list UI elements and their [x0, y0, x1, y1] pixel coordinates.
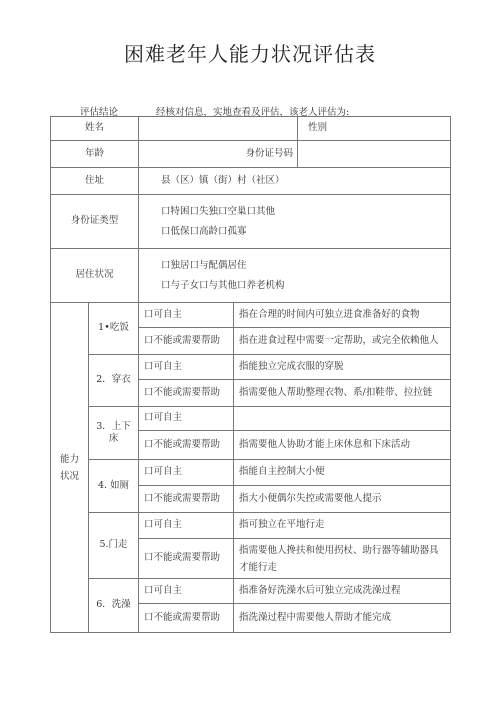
ability-description: 指能独立完成衣服的穿脱	[234, 355, 451, 380]
id-type-option[interactable]: 口特困口失独口空巢口其他	[161, 205, 276, 217]
id-type-options[interactable]	[139, 195, 451, 249]
address-value[interactable]: 县（区）镇（街）村（社区）	[139, 168, 451, 195]
ability-item-name: 2．穿衣	[89, 355, 139, 407]
assessment-table	[50, 116, 451, 633]
living-status-option[interactable]: 口与子女口与其他口养老机构	[161, 279, 285, 291]
ability-description	[234, 407, 451, 431]
gender-label: 性别	[298, 117, 451, 141]
ability-option[interactable]: 口可自主	[139, 303, 234, 328]
address-label: 住址	[51, 168, 139, 195]
ability-option[interactable]: 口不能或需要帮助	[139, 539, 234, 579]
living-status-options[interactable]	[139, 249, 451, 303]
ability-option[interactable]: 口可自主	[139, 513, 234, 539]
conclusion-label: 评估结论	[80, 107, 119, 118]
ability-option[interactable]: 口不能或需要帮助	[139, 604, 234, 633]
ability-item-name: 1•吃饭	[89, 303, 139, 355]
form-title: 困难老年人能力状况评估表	[124, 42, 376, 66]
ability-description: 指准备好洗澡水后可独立完成洗澡过程	[234, 579, 451, 604]
ability-description: 指洗澡过程中需要他人帮助才能完成	[234, 604, 451, 633]
ability-option[interactable]: 口不能或需要帮助	[139, 431, 234, 460]
ability-description: 指大小便偶尔失控或需要他人提示	[234, 486, 451, 513]
ability-option[interactable]: 口不能或需要帮助	[139, 380, 234, 407]
name-label: 姓名	[51, 117, 139, 141]
ability-option[interactable]: 口可自主	[139, 579, 234, 604]
id-type-label: 身份证类型	[51, 195, 139, 249]
living-status-option[interactable]: 口独居口与配偶居住	[161, 259, 247, 271]
age-value[interactable]	[139, 141, 298, 168]
ability-description: 指需要他人帮助整理衣物、系/扣鞋带、拉拉链	[234, 380, 451, 407]
ability-description: 指在进食过程中需要一定帮助，或完全依赖他人	[234, 328, 451, 355]
living-status-label: 居住状况	[51, 249, 139, 303]
ability-item-name: 6．洗澡	[89, 579, 139, 633]
ability-item-name: 3．上下床	[89, 407, 139, 460]
id-type-option[interactable]: 口低保口高龄口孤寡	[161, 225, 247, 237]
conclusion-text: 经核对信息，实地查看及评估，该老人评估为:	[156, 107, 350, 118]
ability-item-name: 5.门走	[89, 513, 139, 579]
name-value[interactable]	[139, 117, 298, 141]
ability-option[interactable]: 口可自主	[139, 407, 234, 431]
id-number-value[interactable]	[298, 141, 451, 168]
ability-description: 指需要他人协助才能上床休息和下床活动	[234, 431, 451, 460]
ability-option[interactable]: 口不能或需要帮助	[139, 486, 234, 513]
ability-label: 能力 状况	[51, 303, 89, 633]
ability-description: 指可独立在平地行走	[234, 513, 451, 539]
ability-description: 指需要他人搀扶和使用拐杖、助行器等辅助器具 才能行走	[234, 539, 451, 579]
ability-option[interactable]: 口可自主	[139, 460, 234, 486]
ability-option[interactable]: 口不能或需要帮助	[139, 328, 234, 355]
id-number-label: 身份证号码	[245, 147, 294, 159]
ability-description: 指在合理的时间内可独立进食准备好的食物	[234, 303, 451, 328]
ability-option[interactable]: 口可自主	[139, 355, 234, 380]
ability-item-name: 4. 如厕	[89, 460, 139, 513]
ability-description: 指能自主控制大小便	[234, 460, 451, 486]
age-label: 年龄	[51, 141, 139, 168]
